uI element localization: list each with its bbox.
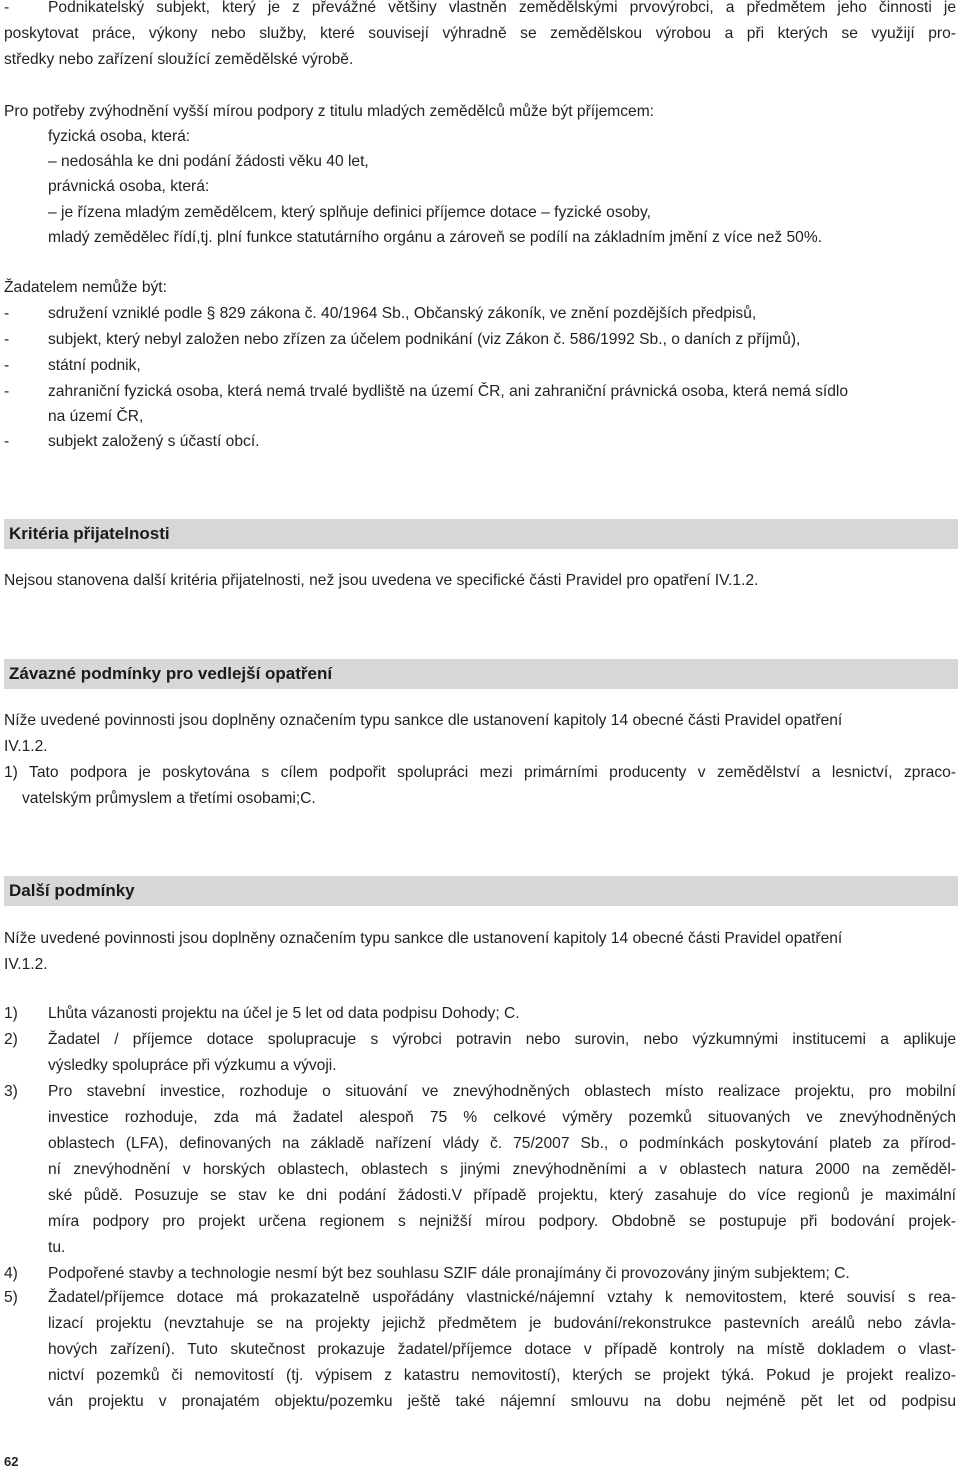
young-lead <box>0 99 960 125</box>
list-number: 3) <box>4 1083 18 1100</box>
paragraph-text: – je řízena mladým zemědělcem, který splňuje definici příjemce dotace – fyzické osoby, <box>48 204 651 221</box>
section-heading: Závazné podmínky pro vedlejší opatření <box>9 664 333 683</box>
list-item-text: státní podnik, <box>48 357 141 374</box>
list-item-text: zahraniční fyzická osoba, která nemá trvalé bydliště na území ČR, ani zahraniční právnická osoba, která nemá sídlo <box>48 383 849 400</box>
list-item <box>0 1027 960 1053</box>
list-item-text: oblastech (LFA), definovaných na základě nařízení vlády č. 75/2007 Sb., o podmínkách poskytování plateb za přírod- <box>48 1135 956 1152</box>
paragraph-text: mladý zemědělec řídí,tj. plní funkce statutárního orgánu a zároveň se podílí na základním jmění z více než 50%. <box>48 229 823 246</box>
binding-line <box>0 760 960 786</box>
list-item-cont <box>0 1209 960 1235</box>
list-item-cont <box>0 1131 960 1157</box>
list-item-text: subjekt založený s účastí obcí. <box>48 433 260 450</box>
list-item-text: investice rozhoduje, zda má žadatel alespoň 75 % celkové výměry pozemků situovaných ve znevýhodněných <box>48 1109 956 1126</box>
paragraph-text: IV.1.2. <box>4 738 48 755</box>
list-item-text: hových zařízení). Tuto skutečnost prokazuje žadatel/příjemce dotace v případě kontroly na místě dokladem o vlast- <box>48 1341 956 1358</box>
intro-text: Podnikatelský subjekt, který je z převážné většiny vlastněn zemědělskými prvovýrobci, a předmětem jeho činnosti je <box>48 0 956 16</box>
list-item-text: tu. <box>48 1239 66 1256</box>
other-line <box>0 926 960 952</box>
bullet-dash: - <box>4 305 10 322</box>
list-item-cont <box>0 1363 960 1389</box>
excluded-lead <box>0 275 960 301</box>
list-item-text: ní znevýhodnění v horských oblastech, oblastech s jinými znevýhodněními a v oblastech natura 2000 na zeměděl- <box>48 1161 956 1178</box>
excluded-item-cont <box>0 404 960 430</box>
paragraph-text: – nedosáhla ke dni podání žádosti věku 40 let, <box>48 153 369 170</box>
binding-line <box>0 734 960 760</box>
list-item-cont <box>0 1053 960 1079</box>
intro-line-1 <box>0 0 960 21</box>
list-item-cont <box>0 1337 960 1363</box>
list-item-text: Podpořené stavby a technologie nesmí být bez souhlasu SZIF dále pronajímány či provozovány jiným subjektem; C. <box>48 1265 850 1282</box>
section-heading-bar <box>4 876 958 906</box>
paragraph-text: Pro potřeby zvýhodnění vyšší mírou podpory z titulu mladých zemědělců může být příjemcem: <box>4 103 655 120</box>
list-item <box>0 1079 960 1105</box>
list-item-text: Žadatel / příjemce dotace spolupracuje s výrobci potravin nebo surovin, nebo výzkumnými institucemi a aplikuje <box>48 1031 956 1048</box>
other-line <box>0 952 960 978</box>
excluded-item <box>0 301 960 327</box>
list-item-text: Lhůta vázanosti projektu na účel je 5 let od data podpisu Dohody; C. <box>48 1005 520 1022</box>
list-number: 1) <box>4 1005 18 1022</box>
excluded-item <box>0 429 960 455</box>
binding-line <box>0 708 960 734</box>
list-number: 2) <box>4 1031 18 1048</box>
bullet-dash: - <box>4 357 10 374</box>
bullet-dash: - <box>4 331 10 348</box>
list-item-text: subjekt, který nebyl založen nebo zřízen za účelem podnikání (viz Zákon č. 586/1992 Sb., o daních z příjmů), <box>48 331 801 348</box>
young-line <box>0 174 960 200</box>
list-item-text: výsledky spolupráce při výzkumu a vývoji. <box>48 1057 337 1074</box>
section-heading-bar <box>4 519 958 549</box>
list-item-cont <box>0 1389 960 1415</box>
excluded-item <box>0 379 960 405</box>
young-line <box>0 225 960 251</box>
list-item-text: míra podpory pro projekt určena regionem s nejnižší mírou podpory. Obdobně se postupuje při bodování projek- <box>48 1213 956 1230</box>
page-number: 62 <box>4 1454 19 1469</box>
list-item-cont <box>0 1157 960 1183</box>
list-item-text: Pro stavební investice, rozhoduje o situování ve znevýhodněných oblastech místo realizace projektu, pro mobilní <box>48 1083 956 1100</box>
list-number: 4) <box>4 1265 18 1282</box>
section-heading-bar <box>4 659 958 689</box>
list-item <box>0 1285 960 1311</box>
paragraph-text: Níže uvedené povinnosti jsou doplněny označením typu sankce dle ustanovení kapitoly 14 obecné části Pravidel opatření <box>4 712 843 729</box>
paragraph-text: 1) Tato podpora je poskytována s cílem podpořit spolupráci mezi primárními producenty v zemědělství a lesnictví, zpraco- <box>4 764 956 781</box>
list-item-text: sdružení vzniklé podle § 829 zákona č. 40/1964 Sb., Občanský zákoník, ve znění pozdějších předpisů, <box>48 305 757 322</box>
intro-line-2 <box>0 21 960 47</box>
paragraph-text: právnická osoba, která: <box>48 178 210 195</box>
list-item-text: nictví pozemků či nemovitostí (tj. výpisem z katastru nemovitostí), kterých se projekt týká. Pokud je projekt realizo- <box>48 1367 956 1384</box>
excluded-item <box>0 327 960 353</box>
binding-line <box>0 786 960 812</box>
list-item <box>0 1001 960 1027</box>
excluded-item <box>0 353 960 379</box>
young-line <box>0 149 960 175</box>
paragraph-text: Nejsou stanovena další kritéria přijatelnosti, než jsou uvedena ve specifické části Pravidel pro opatření IV.1.2. <box>4 572 759 589</box>
intro-line-3 <box>0 47 960 73</box>
list-number: 5) <box>4 1289 18 1306</box>
young-line <box>0 124 960 150</box>
list-item-cont <box>0 1235 960 1261</box>
intro-text: středky nebo zařízení sloužící zemědělské výrobě. <box>4 51 354 68</box>
section-heading: Další podmínky <box>9 881 135 900</box>
list-item-cont <box>0 1183 960 1209</box>
paragraph-text: Žadatelem nemůže být: <box>4 279 167 296</box>
paragraph-text: vatelským průmyslem a třetími osobami;C. <box>22 790 316 807</box>
list-item-text: Žadatel/příjemce dotace má prokazatelně uspořádány vlastnické/nájemní vztahy k nemovitostem, které souvisí s rea- <box>48 1289 956 1306</box>
list-item-text: ván projektu v pronajatém objektu/pozemku ještě také nájemní smlouvu na dobu nejméně pět let od podpisu <box>48 1393 956 1410</box>
intro-text: poskytovat práce, výkony nebo služby, které souvisejí výhradně se zemědělskou výrobou a při kterých se využijí pro- <box>4 25 956 42</box>
bullet-dash: - <box>4 0 10 16</box>
paragraph-text: fyzická osoba, která: <box>48 128 191 145</box>
bullet-dash: - <box>4 433 10 450</box>
paragraph-text: Níže uvedené povinnosti jsou doplněny označením typu sankce dle ustanovení kapitoly 14 obecné části Pravidel opatření <box>4 930 843 947</box>
list-item-text: ské půdě. Posuzuje se stav ke dni podání žádosti.V případě projektu, který zasahuje do více regionů je maximální <box>48 1187 956 1204</box>
bullet-dash: - <box>4 383 10 400</box>
section-heading: Kritéria přijatelnosti <box>9 524 170 543</box>
list-item-cont <box>0 1105 960 1131</box>
list-item-text: na území ČR, <box>48 408 144 425</box>
list-item-text: lizací projektu (nevztahuje se na projekty jejichž předmětem je budování/rekonstrukce pastevních areálů nebo závla- <box>48 1315 956 1332</box>
young-line <box>0 200 960 226</box>
paragraph-text: IV.1.2. <box>4 956 48 973</box>
criteria-text <box>0 568 960 594</box>
list-item-cont <box>0 1311 960 1337</box>
list-item <box>0 1261 960 1287</box>
